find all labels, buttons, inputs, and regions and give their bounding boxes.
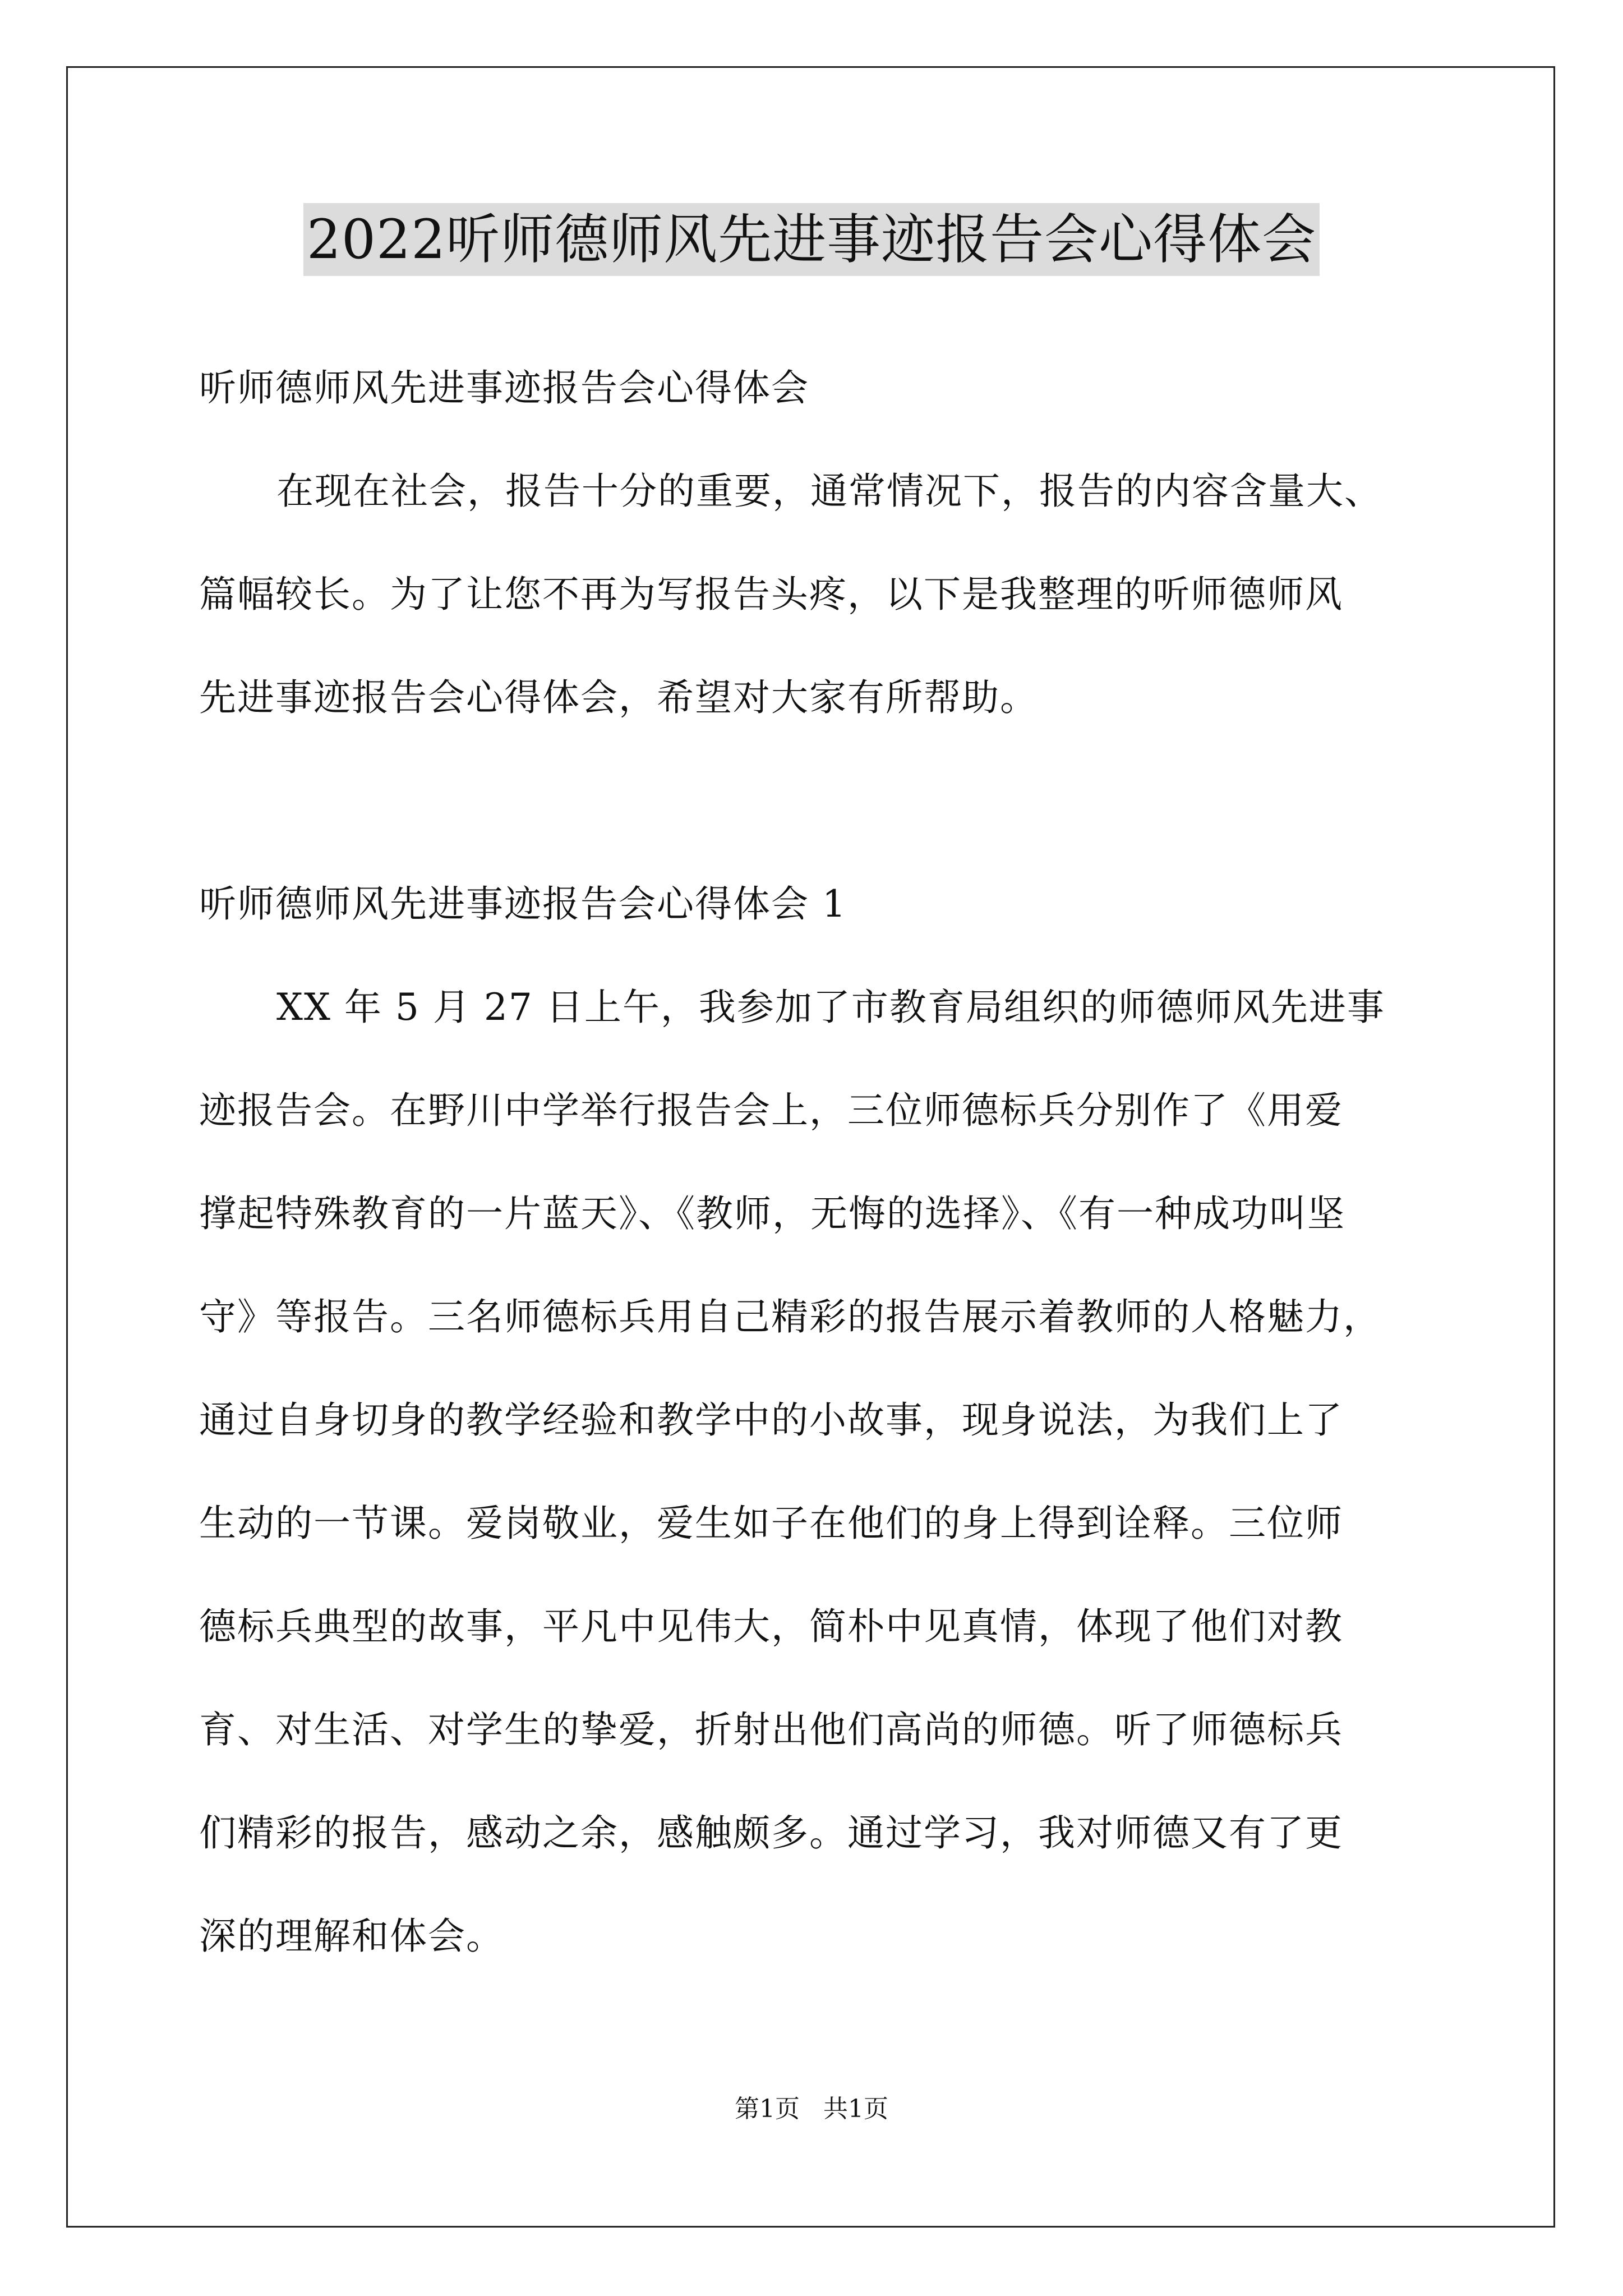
document-title: 2022听师德师风先进事迹报告会心得体会	[303, 203, 1320, 276]
paragraph-spacer	[199, 749, 1455, 853]
section-paragraph-line: 们精彩的报告，感动之余，感触颇多。通过学习，我对师德又有了更	[199, 1811, 1343, 1855]
section-paragraph-line: 深的理解和体会。	[199, 1915, 504, 1958]
intro-paragraph-line: 篇幅较长。为了让您不再为写报告头疼，以下是我整理的听师德师风	[199, 573, 1343, 616]
section-paragraph-line: XX 年 5 月 27 日上午，我参加了市教育局组织的师德师风先进事	[276, 986, 1385, 1029]
document-body	[199, 337, 1455, 1988]
section-paragraph-line: 通过自身切身的教学经验和教学中的小故事，现身说法，为我们上了	[199, 1398, 1343, 1442]
section-paragraph-line: 生动的一节课。爱岗敬业，爱生如子在他们的身上得到诠释。三位师	[199, 1502, 1343, 1545]
title-container	[0, 203, 1623, 276]
intro-paragraph-line: 先进事迹报告会心得体会，希望对大家有所帮助。	[199, 676, 1038, 719]
section-paragraph-line: 撑起特殊教育的一片蓝天》、《教师，无悔的选择》、《有一种成功叫坚	[199, 1192, 1345, 1235]
section-paragraph-line: 守》等报告。三名师德标兵用自己精彩的报告展示着教师的人格魅力，	[199, 1295, 1381, 1338]
section-paragraph-line: 德标兵典型的故事，平凡中见伟大，简朴中见真情，体现了他们对教	[199, 1605, 1343, 1648]
section-heading: 听师德师风先进事迹报告会心得体会 1	[199, 882, 847, 926]
section-paragraph-line: 迹报告会。在野川中学举行报告会上，三位师德标兵分别作了《用爱	[199, 1089, 1343, 1132]
intro-paragraph-line: 在现在社会，报告十分的重要，通常情况下，报告的内容含量大、	[276, 470, 1382, 513]
page-footer: 第1页 共1页	[735, 2095, 888, 2123]
section-paragraph-line: 育、对生活、对学生的挚爱，折射出他们高尚的师德。听了师德标兵	[199, 1708, 1343, 1751]
intro-heading: 听师德师风先进事迹报告会心得体会	[199, 366, 809, 409]
